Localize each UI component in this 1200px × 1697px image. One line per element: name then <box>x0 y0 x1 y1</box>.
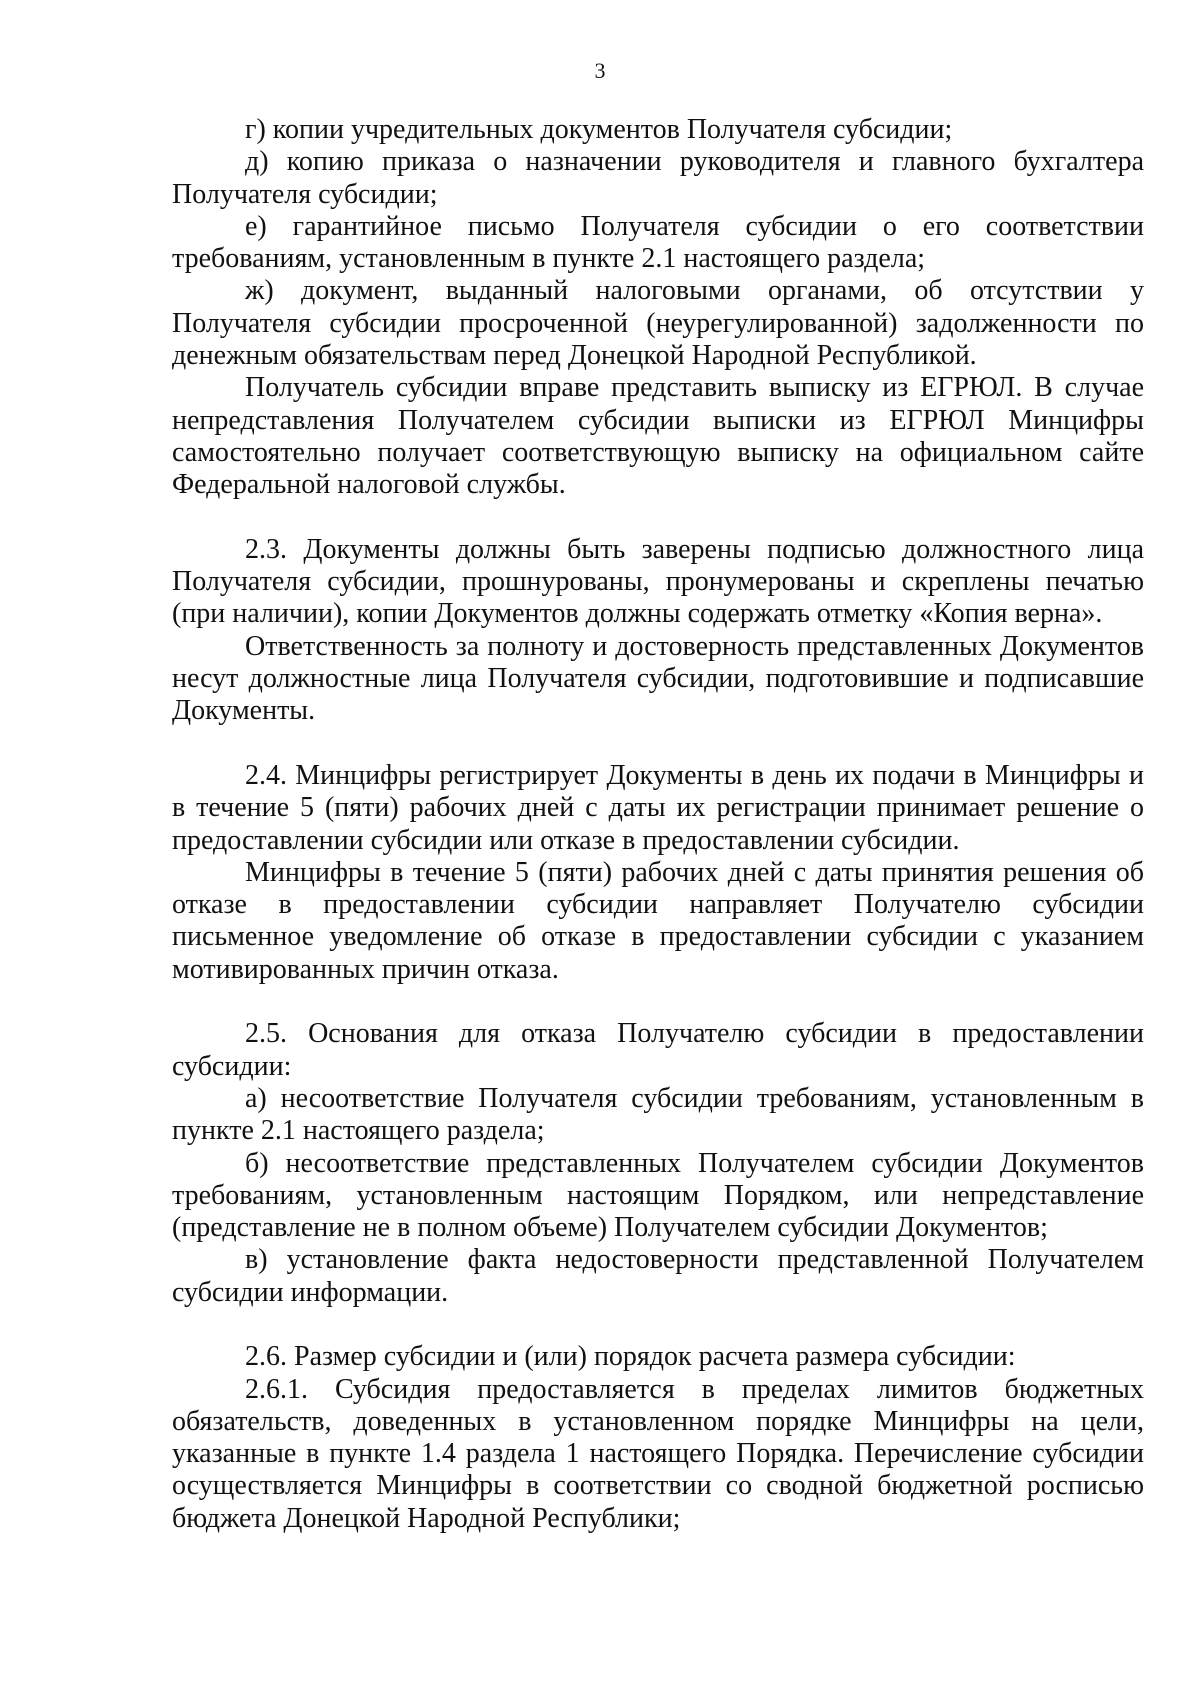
page-number: 3 <box>594 58 606 83</box>
paragraph-section-2-4: 2.4. Минцифры регистрирует Документы в день их подачи в Минцифры и в течение 5 (пяти) рабочих дней с даты их регистрации принимает решение о предоставлении субсидии или отказе в предоставлении субсидии. <box>172 759 1144 856</box>
section-spacer <box>172 728 1144 760</box>
paragraph-responsibility: Ответственность за полноту и достоверность представленных Документов несут должностные лица Получателя субсидии, подготовившие и подписавшие Документы. <box>172 630 1144 727</box>
paragraph-item-v: в) установление факта недостоверности представленной Получателем субсидии информации. <box>172 1244 1144 1308</box>
document-body <box>172 114 1144 1535</box>
paragraph-section-2-5: 2.5. Основания для отказа Получателю субсидии в предоставлении субсидии: <box>172 1018 1144 1082</box>
paragraph-section-2-3: 2.3. Документы должны быть заверены подписью должностного лица Получателя субсидии, прошнурованы, пронумерованы и скреплены печатью (при наличии), копии Документов должны содержать отметку «Копия верна». <box>172 533 1144 630</box>
paragraph-item-d: д) копию приказа о назначении руководителя и главного бухгалтера Получателя субсидии; <box>172 146 1144 210</box>
section-spacer <box>172 1309 1144 1341</box>
paragraph-item-a: а) несоответствие Получателя субсидии требованиям, установленным в пункте 2.1 настоящего раздела; <box>172 1082 1144 1147</box>
paragraph-item-g: г) копии учредительных документов Получателя субсидии; <box>245 114 953 145</box>
paragraph-item-b: б) несоответствие представленных Получателем субсидии Документов требованиям, установленным настоящим Порядком, или непредставление (представление не в полном объеме) Получателем субсидии Документов; <box>172 1147 1144 1244</box>
paragraph-section-2-6-1: 2.6.1. Субсидия предоставляется в пределах лимитов бюджетных обязательств, доведенных в установленном порядке Минцифры на цели, указанные в пункте 1.4 раздела 1 настоящего Порядка. Перечисление субсидии осуществляется Минцифры в соответствии со сводной бюджетной росписью бюджета Донецкой Народной Республики; <box>172 1373 1144 1534</box>
section-spacer <box>172 502 1144 534</box>
section-spacer <box>172 986 1144 1018</box>
paragraph-refusal-notice: Минцифры в течение 5 (пяти) рабочих дней с даты принятия решения об отказе в предоставлении субсидии направляет Получателю субсидии письменное уведомление об отказе в предоставлении субсидии с указанием мотивированных причин отказа. <box>172 856 1144 985</box>
paragraph-egrul-note: Получатель субсидии вправе представить выписку из ЕГРЮЛ. В случае непредставления Получателем субсидии выписки из ЕГРЮЛ Минцифры самостоятельно получает соответствующую выписку на официальном сайте Федеральной налоговой службы. <box>172 372 1144 501</box>
paragraph-section-2-6: 2.6. Размер субсидии и (или) порядок расчета размера субсидии: <box>245 1341 1016 1373</box>
paragraph-item-zh: ж) документ, выданный налоговыми органами, об отсутствии у Получателя субсидии просроченной (неурегулированной) задолженности по денежным обязательствам перед Донецкой Народной Республикой. <box>172 275 1144 372</box>
paragraph-item-e: е) гарантийное письмо Получателя субсидии о его соответствии требованиям, установленным в пункте 2.1 настоящего раздела; <box>172 210 1144 275</box>
